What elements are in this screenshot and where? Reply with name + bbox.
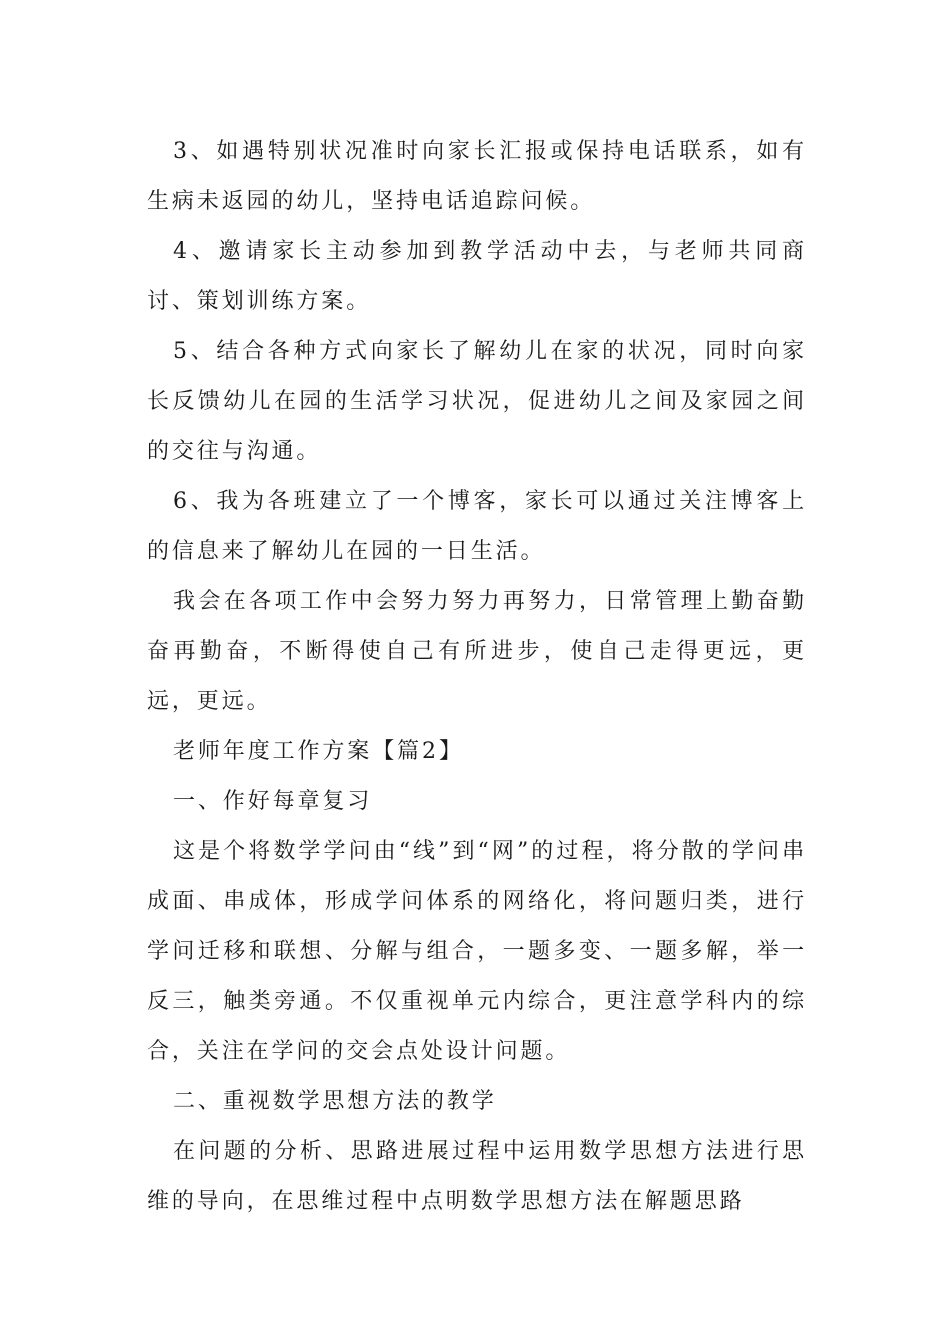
section-title: 老师年度工作方案【篇2】: [173, 739, 464, 764]
paragraph-methods: 在问题的分析、思路进展过程中运用数学思想方法进行思维的导向，在思维过程中点明数学思想方法在解题思路: [147, 1139, 807, 1214]
document-page: [147, 127, 807, 1227]
paragraph-review: 这是个将数学学问由“线”到“网”的过程，将分散的学问串成面、串成体，形成学问体系的网络化，将问题归类，进行学问迁移和联想、分解与组合，一题多变、一题多解，举一反三，触类旁通。不仅重视单元内综合，更注意学科内的综合，关注在学问的交会点处设计问题。: [147, 839, 807, 1064]
paragraph-conclusion: 我会在各项工作中会努力努力再努力，日常管理上勤奋勤奋再勤奋，不断得使自己有所进步，使自己走得更远，更远，更远。: [147, 589, 807, 714]
paragraph-item-6: 6、我为各班建立了一个博客，家长可以通过关注博客上的信息来了解幼儿在园的一日生活。: [147, 489, 807, 564]
paragraph-item-5: 5、结合各种方式向家长了解幼儿在家的状况，同时向家长反馈幼儿在园的生活学习状况，促进幼儿之间及家园之间的交往与沟通。: [147, 339, 807, 464]
heading-review: 一、作好每章复习: [173, 789, 373, 814]
heading-methods: 二、重视数学思想方法的教学: [173, 1089, 497, 1114]
paragraph-item-3: 3、如遇特别状况准时向家长汇报或保持电话联系，如有生病未返园的幼儿，坚持电话追踪问候。: [147, 139, 807, 214]
paragraph-item-4: 4、邀请家长主动参加到教学活动中去，与老师共同商讨、策划训练方案。: [147, 239, 807, 314]
